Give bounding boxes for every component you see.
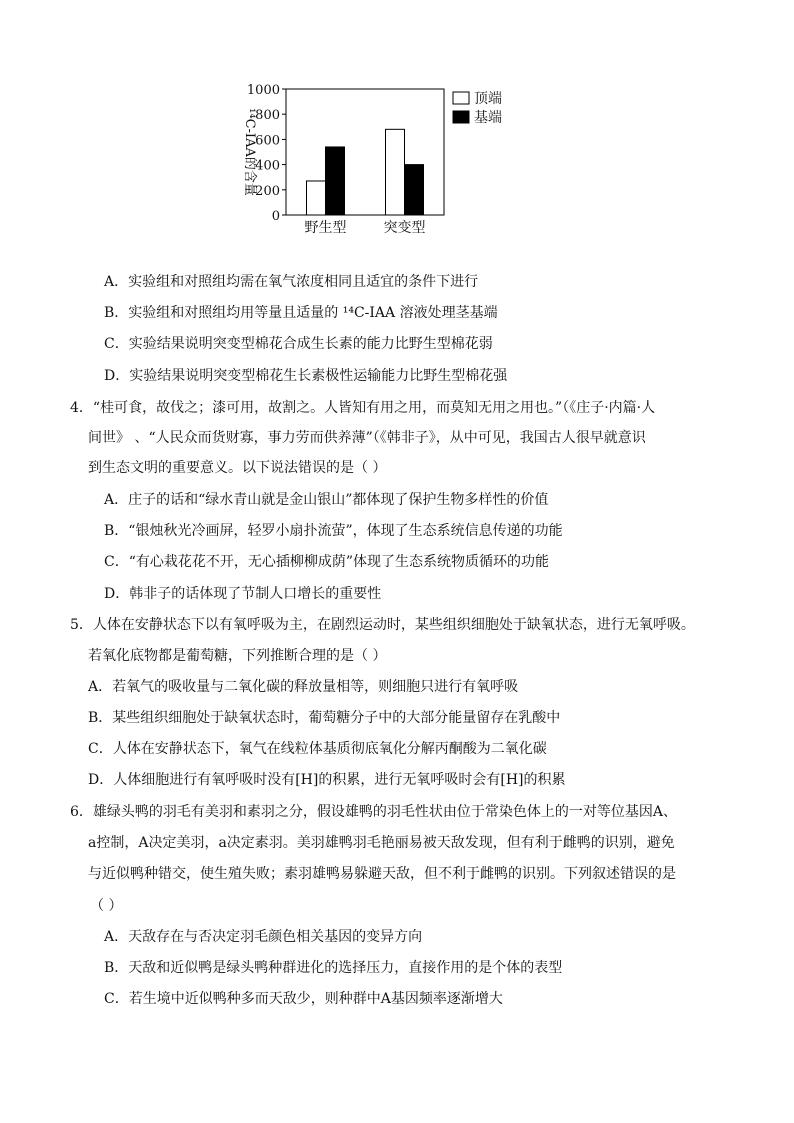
q4-option-a: A．庄子的话和“绿水青山就是金山银山”都体现了保护生物多样性的价值 [104,492,549,508]
q3-option-b: B．实验组和对照组均用等量且适量的 ¹⁴C-IAA 溶液处理茎基端 [104,305,498,321]
q5-stem-line-2: 若氧化底物都是葡萄糖，下列推断合理的是（ ） [88,648,387,664]
legend-label: 顶端 [474,91,502,107]
q3-option-c: C．实验结果说明突变型棉花合成生长素的能力比野生型棉花弱 [104,336,493,352]
bar-顶端-野生型 [307,181,326,215]
legend-swatch [453,92,469,104]
q5-option-c: C．人体在安静状态下，氧气在线粒体基质彻底氧化分解丙酮酸为二氧化碳 [88,741,547,757]
q6-option-c: C．若生境中近似鸭种多而天敌少，则种群中A基因频率逐渐增大 [104,991,503,1007]
q6-stem-line-2: a控制，A决定美羽，a决定素羽。美羽雄鸭羽毛艳丽易被天敌发现，但有利于雌鸭的识别，避免 [88,835,675,851]
q6-option-a: A．天敌存在与否决定羽毛颜色相关基因的变异方向 [104,929,423,945]
y-tick-label: 1000 [246,83,280,98]
y-axis-label: ¹⁴C-IAA的含量 [242,108,257,196]
q4-option-d: D．韩非子的话体现了节制人口增长的重要性 [104,586,382,602]
q4-option-b: B．“银烛秋光冷画屏，轻罗小扇扑流萤”，体现了生态系统信息传递的功能 [104,523,563,539]
x-tick-label: 野生型 [304,220,347,236]
q6-option-b: B．天敌和近似鸭是绿头鸭种群进化的选择压力，直接作用的是个体的表型 [104,960,563,976]
q6-stem-line-3: 与近似鸭种错交，使生殖失败；素羽雄鸭易躲避天敌，但不利于雌鸭的识别。下列叙述错误的是 [88,866,676,882]
legend-label: 基端 [474,110,502,126]
q5-stem-line-1: 5．人体在安静状态下以有氧呼吸为主，在剧烈运动时，某些组织细胞处于缺氧状态，进行无氧呼吸。 [70,617,695,633]
y-tick-label: 600 [255,133,280,149]
y-tick-label: 400 [255,158,280,174]
q3-option-a: A．实验组和对照组均需在氧气浓度相同且适宜的条件下进行 [104,274,479,290]
q4-stem-line-2: 间世》 、“人民众而货财寡，事力劳而供养薄”（《韩非子》，从中可见，我国古人很早就意识 [88,430,646,446]
bar-基端-突变型 [405,165,424,215]
q4-option-c: C．“有心栽花花不开，无心插柳柳成荫”体现了生态系统物质循环的功能 [104,554,550,570]
q3-option-d: D．实验结果说明突变型棉花生长素极性运输能力比野生型棉花强 [104,368,508,384]
bar-基端-野生型 [326,147,345,215]
bar-chart [228,76,538,246]
y-tick-label: 200 [255,183,280,199]
y-tick-label: 0 [271,209,280,224]
x-tick-label: 突变型 [383,220,426,236]
q5-option-a: A．若氧气的吸收量与二氧化碳的释放量相等，则细胞只进行有氧呼吸 [88,679,519,695]
y-tick-label: 800 [255,108,280,124]
q5-option-b: B．某些组织细胞处于缺氧状态时，葡萄糖分子中的大部分能量留存在乳酸中 [88,710,561,726]
q4-stem-line-3: 到生态文明的重要意义。以下说法错误的是（ ） [88,460,387,476]
bar-顶端-突变型 [386,129,405,215]
q4-stem-line-1: 4．“桂可食，故伐之；漆可用，故割之。人皆知有用之用，而莫知无用之用也。”（《庄子·内篇·人 [70,400,656,416]
legend-swatch [453,111,469,123]
q6-stem-line-1: 6．雄绿头鸭的羽毛有美羽和素羽之分，假设雄鸭的羽毛性状由位于常染色体上的一对等位基因A、 [70,804,678,820]
q6-stem-line-4: （ ） [90,898,123,914]
q5-option-d: D．人体细胞进行有氧呼吸时没有[H]的积累，进行无氧呼吸时会有[H]的积累 [88,772,566,788]
